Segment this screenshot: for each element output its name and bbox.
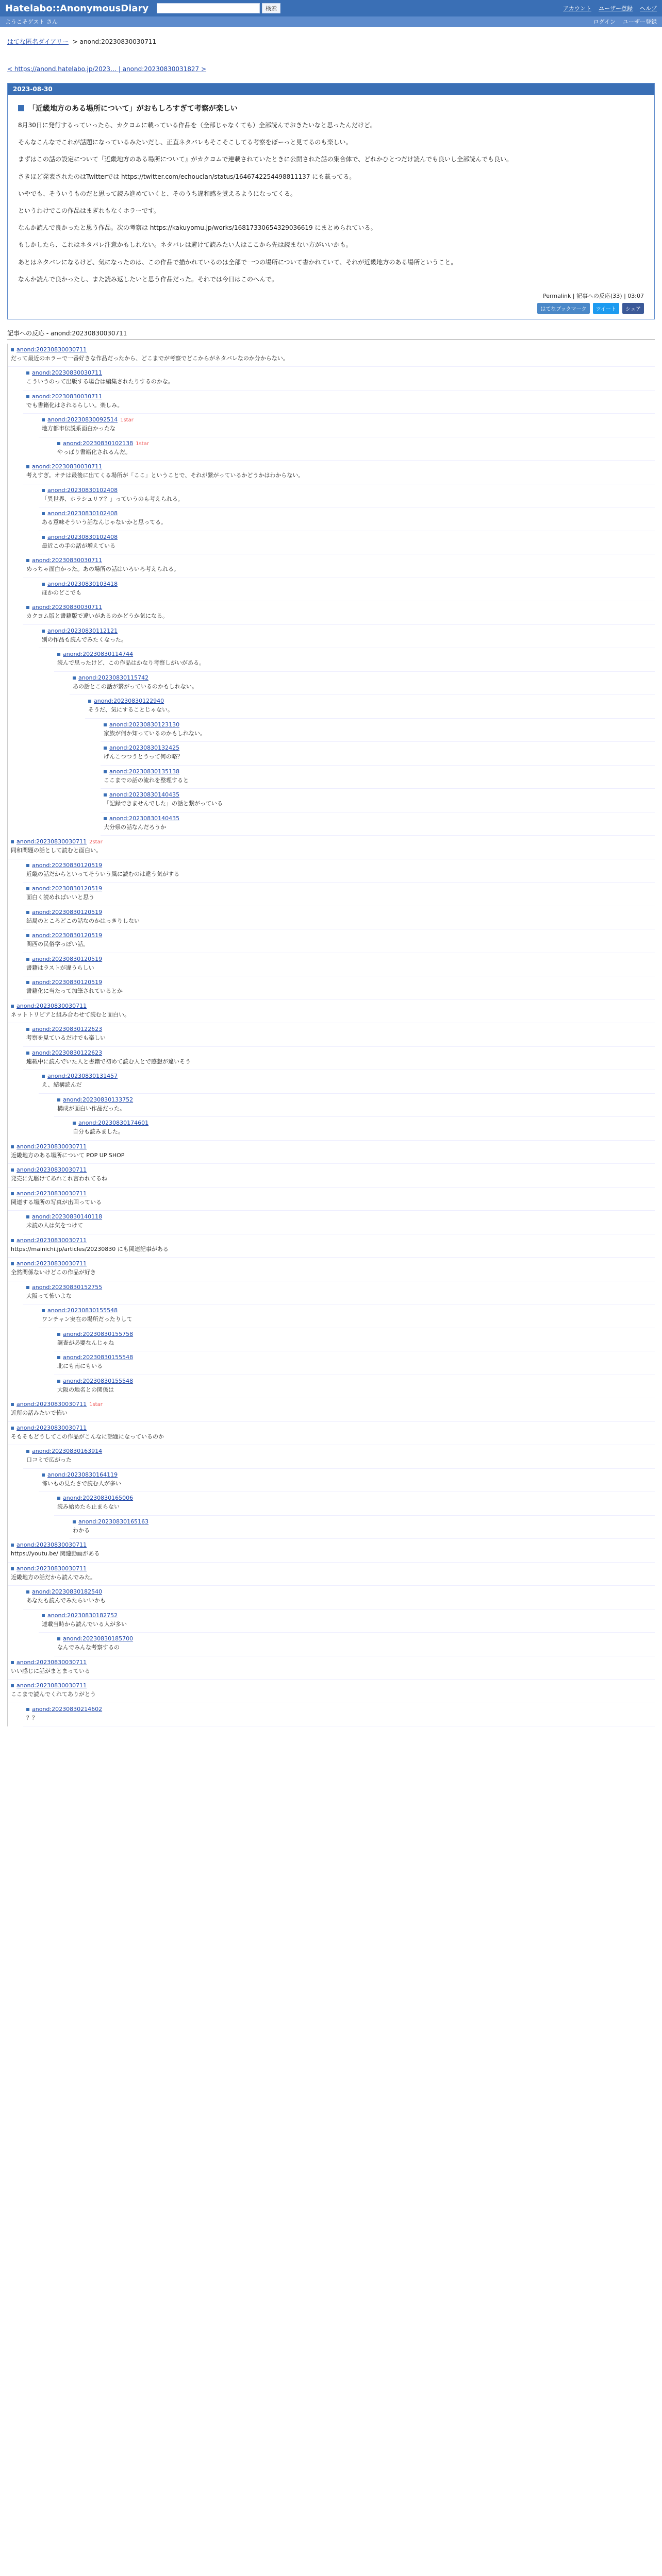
comment-text: げんこつつうとうって何の略？ [104,753,183,760]
comment-text: 近畿地方のある場所について POP UP SHOP [11,1151,125,1159]
comment-text: 読み始めたら止まらない [57,1503,120,1511]
comment-id-link[interactable]: anond:20230830164119 [47,1471,118,1478]
comment-id-link[interactable]: anond:20230830030711 [16,1190,87,1197]
comment-text: ？？ [26,1714,38,1721]
comment-item [8,1539,655,1563]
comment-item [23,1023,655,1047]
header-link-register[interactable]: ユーザー登録 [599,5,633,12]
bullet-icon [11,1427,14,1430]
bullet-icon [42,536,45,539]
comment-text: 地方都市伝説系面白かったな [42,425,115,432]
register-link[interactable]: ユーザー登録 [623,19,657,25]
comment-item [39,1609,655,1633]
comment-id-link[interactable]: anond:20230830140118 [32,1213,103,1221]
bullet-icon [11,840,14,843]
comment-id-link[interactable]: anond:20230830030711 [32,604,103,611]
comment-id-link[interactable]: anond:20230830030711 [16,1143,87,1150]
bullet-icon [42,1075,45,1078]
comment-id-link[interactable]: anond:20230830123130 [109,721,180,728]
comment-id-link[interactable]: anond:20230830030711 [32,557,103,564]
comment-item [8,1258,655,1281]
comment-text: 近畿地方の話だから読んでみた。 [11,1573,96,1581]
bullet-icon [57,653,60,656]
comment-id-link[interactable]: anond:20230830030711 [16,1401,87,1408]
bullet-icon [57,1497,60,1500]
comment-item [54,1633,655,1656]
comment-text: そもそもどうしてこの作品がこんなに話題になっているのか [11,1433,164,1440]
comment-id-link[interactable]: anond:20230830030711 [32,463,103,470]
breadcrumb-home[interactable]: はてな匿名ダイアリー [7,38,69,45]
star-badge: 2star [89,839,103,845]
bullet-icon [26,1215,29,1218]
comment-id-link[interactable]: anond:20230830030711 [32,369,103,377]
comment-item [101,766,655,789]
comment-item [101,719,655,742]
bullet-icon [11,1192,14,1195]
comment-id-link[interactable]: anond:20230830120519 [32,908,103,916]
share-buttons [18,303,644,314]
comment-id-link[interactable]: anond:20230830030711 [16,1682,87,1689]
star-badge: 1star [89,1402,103,1408]
comment-item [8,1188,655,1211]
comment-text: 連載中に読んでいた人と書籍で初めて読む人とで感想が違いそう [26,1058,191,1065]
comment-item [23,1281,655,1305]
comment-item [101,789,655,812]
comment-text: 「異世界、ホラシュリア？」っていうのも考えられる。 [42,495,184,502]
entry-title-text[interactable]: 「近畿地方のある場所について」がおもしろすぎて考察が楽しい [28,105,238,113]
comment-text: あなたも読んでみたらいいかも [26,1597,106,1604]
comment-item [39,1469,655,1493]
bullet-icon [42,1309,45,1312]
comment-text: カクヨム版と書籍版で違いがあるのかどうか気になる。 [26,613,168,620]
comment-id-link[interactable]: anond:20230830140435 [109,815,180,822]
comment-text: あの話とこの話が繋がっているのかもしれない。 [73,683,197,690]
comment-text: 結局のところどこの話なのかはっきりしない [26,917,140,924]
comment-text: 書籍はラストが違うらしい [26,964,94,971]
comment-text: ある意味そういう話なんじゃないかと思ってる。 [42,519,167,526]
breadcrumb-current: anond:20230830030711 [79,38,157,45]
comment-item [23,1445,655,1469]
bullet-icon [57,1356,60,1359]
comment-text: 近畿の話だからといってそういう風に読むのは違う気がする [26,870,179,877]
comment-item [23,859,655,883]
comment-item [39,578,655,602]
comment-id-link[interactable]: anond:20230830163914 [32,1448,103,1455]
comment-text: 考察を見ているだけでも楽しい [26,1035,106,1042]
login-link[interactable]: ログイン [593,19,616,25]
bullet-icon [57,442,60,445]
entry-paragraph: さきほど発表されたのはTwitterでは https://twitter.com/echouclan/status/1646742254498811137 にも載ってる。 [18,173,356,180]
bullet-icon [104,817,107,820]
comment-id-link[interactable]: anond:20230830030711 [16,1565,87,1572]
entry-paragraph: あとはネタバレになるけど、気になったのは、この作品で描かれているのは全部で一つの場所について書かれていて、それが近畿地方のある場所ということ。 [18,258,457,266]
comment-item [8,1398,655,1422]
comment-text: ほかのどこでも [42,589,81,596]
bullet-icon [42,630,45,633]
pager-links[interactable]: < https://anond.hatelabo.jp/2023… | anond:20230830031827 > [7,65,207,73]
header-link-account[interactable]: アカウント [563,5,591,12]
bullet-icon [73,1122,76,1125]
site-logo[interactable]: Hatelabo::AnonymousDiary [5,3,149,14]
comment-item [23,1211,655,1234]
comment-item [23,1047,655,1071]
comment-item [101,742,655,766]
comment-id-link[interactable]: anond:20230830140435 [109,791,180,799]
comment-text: 面白く読めればいいと思う [26,894,94,901]
comment-id-link[interactable]: anond:20230830122623 [32,1026,103,1033]
comment-id-link[interactable]: anond:20230830182540 [32,1588,103,1596]
comment-text: 構成が面白い作品だった。 [57,1105,125,1112]
comment-id-link[interactable]: anond:20230830102408 [47,533,118,540]
bullet-icon [26,864,29,867]
comment-item [54,1094,655,1117]
header-link-help[interactable]: ヘルプ [640,5,657,12]
bullet-icon [104,793,107,796]
comment-text: 「記録できませんでした」の話と繋がっている [104,800,223,807]
welcome-text: ようこそゲスト さん [5,19,58,25]
comment-id-link[interactable]: anond:20230830030711 [16,1541,87,1549]
comment-item [8,1680,655,1703]
comment-item [39,1304,655,1328]
bullet-icon [42,489,45,492]
comment-id-link[interactable]: anond:20230830155548 [63,1354,134,1361]
comment-thread [7,344,655,1727]
comment-item [23,601,655,625]
comment-text: ワンチャン実在の場所だったりして [42,1316,133,1323]
comment-item [54,1351,655,1375]
entry-paragraph: いやでも、そういうものだと思って読み進めていくと、そのうち違和感を覚えるようになってくる。 [18,190,297,197]
comment-item [8,1563,655,1586]
comment-item [8,1141,655,1164]
comment-item [85,695,655,719]
comment-id-link[interactable]: anond:20230830102408 [47,510,118,517]
comment-id-link[interactable]: anond:20230830030711 [16,1424,87,1431]
comment-item [54,1328,655,1352]
comment-item [23,976,655,1000]
comment-id-link[interactable]: anond:20230830165006 [63,1495,134,1502]
comment-item [23,906,655,930]
bullet-icon [26,1052,29,1055]
bullet-icon [104,723,107,726]
comment-id-link[interactable]: anond:20230830030711 [32,393,103,400]
comment-id-link[interactable]: anond:20230830133752 [63,1096,134,1103]
comment-item [8,1164,655,1188]
comment-text: 同和問題の話として読むと面白い。 [11,847,102,854]
comment-id-link[interactable]: anond:20230830030711 [16,1236,87,1244]
comment-text: だって最近のホラーで一番好きな作品だったから、どこまでが考察でどこからがネタバレなのか分からない。 [11,354,289,362]
comment-text: 別の作品も読んでみたくなった。 [42,636,127,643]
comment-item [23,883,655,906]
comment-id-link[interactable]: anond:20230830132425 [109,744,180,752]
comment-item [8,1000,655,1024]
bullet-icon [26,981,29,984]
comment-text: 調査が必要なんじゃね [57,1339,114,1346]
bullet-icon [11,1661,14,1664]
entry-paragraph: なんか読んで良かったと思う作品。次の考察は https://kakuyomu.jp/works/16817330654329036619 にまとめられている。 [18,224,377,232]
bullet-icon [26,1590,29,1594]
bullet-icon [73,676,76,680]
comment-item [8,1234,655,1258]
bullet-icon [26,958,29,961]
comment-text: 怖いもの見たさで読む人が多い [42,1480,121,1487]
comment-text: めっちゃ面白かった。あの場所の話はいろいろ考えられる。 [26,566,179,573]
search-input[interactable] [157,3,260,13]
comment-id-link[interactable]: anond:20230830182752 [47,1612,118,1619]
bullet-icon [42,1614,45,1617]
entry-paragraph: もしかしたら、これはネタバレ注意かもしれない。ネタバレは避けて読みたい人はここから先は読まない方がいいかも。 [18,241,352,249]
comment-text: 近所の話みたいで怖い [11,1410,68,1417]
bullet-icon [57,1380,60,1383]
comment-text: 関連する場所の写真が出回っている [11,1198,102,1206]
bullet-icon [26,1286,29,1289]
comment-text: https://youtu.be/ 関連動画がある [11,1550,100,1557]
comment-text: やっぱり書籍化されるんだ。 [57,448,131,455]
comment-text: 最近この手の話が増えている [42,542,115,549]
comment-id-link[interactable]: anond:20230830185700 [63,1635,134,1642]
comment-item [54,648,655,672]
entry-paragraph: 8月30日に発行するっていったら、カクヨムに載っている作品を（全部じゃなくても）全部読んでおきたいなと思ったんだけど。 [18,122,376,129]
comment-id-link[interactable]: anond:20230830102138 [63,439,134,447]
comment-item [23,1586,655,1609]
bullet-icon [11,1005,14,1008]
comment-item [23,929,655,953]
bullet-icon [11,1262,14,1265]
comment-text: https://mainichi.jp/articles/20230830 にも関連記事がある [11,1245,169,1252]
facebook-share-button[interactable]: シェア [622,303,644,314]
tweet-button[interactable]: ツイート [593,303,620,314]
bullet-icon [104,747,107,750]
bullet-icon [26,465,29,468]
bullet-icon [11,348,14,351]
bullet-icon [11,1544,14,1547]
comment-text: 関西の民俗学っぽい話。 [26,941,89,948]
comment-text: 大阪の地名との関係は [57,1386,114,1393]
bullet-icon [11,1239,14,1242]
comment-id-link[interactable]: anond:20230830102408 [47,486,118,494]
comment-item [70,1117,655,1141]
comment-id-link[interactable]: anond:20230830120519 [32,885,103,892]
hatena-bookmark-button[interactable]: はてなブックマーク [537,303,589,314]
comment-text: 連載当時から読んでいる人が多い [42,1620,127,1628]
entry-footer[interactable]: Permalink | 記事への反応(33) | 03:07 [543,292,644,299]
comment-id-link[interactable]: anond:20230830030711 [16,838,87,845]
entry-paragraph: そんなこんなでこれが話題になっているみたいだし、正直ネタバレもそこそこしてる考察をぼーっと見てるのも楽しい。 [18,139,352,146]
comment-item [39,1070,655,1094]
star-badge: 1star [136,440,149,447]
entry-pager[interactable] [7,65,655,73]
square-icon [18,105,24,111]
comment-item [101,812,655,836]
comment-item [39,507,655,531]
comment-text: そうだ、気にすることじゃない。 [88,706,173,714]
comment-text: 口コミで広がった [26,1456,72,1464]
header-links [563,4,657,12]
bullet-icon [88,700,91,703]
entry-paragraph: まずはこの話の設定について『近畿地方のある場所について』がカクヨムで連載されていたときに公開された話の集合体で、どれかひとつだけ読んでも良いし全部読んでも良い。 [18,156,513,163]
bullet-icon [26,911,29,914]
bullet-icon [42,583,45,586]
comment-item [39,625,655,649]
comment-text: 発売に先駆けてあれこれ言われてるね [11,1175,107,1182]
comment-text: 全然関係ないけどこの作品が好き [11,1269,96,1276]
comment-item [23,461,655,484]
comment-item [8,1422,655,1446]
comment-id-link[interactable]: anond:20230830092514 [47,416,118,423]
comment-id-link[interactable]: anond:20230830155758 [63,1330,134,1337]
comment-id-link[interactable]: anond:20230830030711 [16,1002,87,1009]
breadcrumb: はてな匿名ダイアリー > anond:20230830030711 [7,38,157,45]
comment-id-link[interactable]: anond:20230830120519 [32,932,103,939]
comment-id-link[interactable]: anond:20230830122940 [94,698,164,705]
comment-item [54,1492,655,1516]
comment-text: ここまでの話の流れを整理すると [104,776,189,784]
comment-id-link[interactable]: anond:20230830114744 [63,651,134,658]
star-badge: 1star [120,417,134,423]
comment-id-link[interactable]: anond:20230830112121 [47,627,118,634]
comment-item [23,953,655,977]
comment-id-link[interactable]: anond:20230830155548 [63,1377,134,1384]
bullet-icon [57,1637,60,1640]
comment-item [70,672,655,696]
entry-text [18,121,644,284]
bullet-icon [57,1333,60,1336]
comment-id-link[interactable]: anond:20230830120519 [32,979,103,986]
comment-text: わかる [73,1527,90,1534]
entry-paragraph: なんか読んで良かったし、また読み返したいと思う作品だった。それでは今日はこのへんで。 [18,275,278,283]
bullet-icon [42,418,45,421]
comment-text: 大阪って怖いよな [26,1292,72,1299]
comment-text: なんでみんな考察するの [57,1644,120,1651]
entry-paragraph: というわけでこの作品はまぎれもなくホラーです。 [18,207,160,214]
bullet-icon [11,1567,14,1570]
comment-item [8,836,655,859]
bullet-icon [11,1168,14,1172]
bullet-icon [26,887,29,890]
bullet-icon [26,371,29,375]
bullet-icon [26,1028,29,1031]
comment-text: こういうのって出版する場合は編集されたりするのかな。 [26,378,174,385]
comment-text: 読んで思ったけど、この作品はかなり考察しがいがある。 [57,659,205,667]
top-bar [0,0,662,16]
comment-id-link[interactable]: anond:20230830115742 [78,674,149,681]
comment-id-link[interactable]: anond:20230830120519 [32,861,103,869]
comment-id-link[interactable]: anond:20230830030711 [16,1166,87,1174]
bullet-icon [11,1403,14,1406]
entry-date: 2023-08-30 [8,83,654,95]
diary-entry [7,83,655,319]
comment-item [39,414,655,437]
comment-id-link[interactable]: anond:20230830030711 [16,1260,87,1267]
comment-id-link[interactable]: anond:20230830135138 [109,768,180,775]
bullet-icon [26,1708,29,1711]
comment-text: いい感じに話がまとまっている [11,1667,90,1674]
comment-item [54,1375,655,1399]
comment-item [8,1656,655,1680]
comment-item [23,554,655,578]
comment-text: 大分県の話なんだろうか [104,823,166,831]
comment-text: 自分も読みました。 [73,1128,124,1136]
comment-text: 北にも南にもいる [57,1363,103,1370]
comment-text: 未読の人は気をつけて [26,1222,83,1229]
bullet-icon [26,934,29,937]
comment-item [39,484,655,508]
comment-item [54,437,655,461]
comment-text: 家族が何か知っているのかもしれない。 [104,730,206,737]
bullet-icon [42,512,45,515]
comment-item [23,391,655,414]
comment-item [8,344,655,367]
comment-text: ネットトリビアと組み合わせて読むと面白い。 [11,1011,130,1018]
comment-id-link[interactable]: anond:20230830030711 [16,1658,87,1666]
bullet-icon [26,1450,29,1453]
bullet-icon [26,606,29,609]
bullet-icon [26,559,29,562]
comment-id-link[interactable]: anond:20230830155548 [47,1307,118,1314]
comment-text: 書籍化に当たって加筆されているとか [26,988,123,995]
comment-text: ここまで読んでくれてありがとう [11,1691,96,1698]
comment-id-link[interactable]: anond:20230830165163 [78,1518,149,1525]
bullet-icon [42,1473,45,1477]
bullet-icon [57,1098,60,1101]
sub-bar [0,16,662,27]
comment-id-link[interactable]: anond:20230830030711 [16,346,87,353]
comment-id-link[interactable]: anond:20230830214602 [32,1705,103,1713]
comment-text: でも書籍化はされるらしい。楽しみ。 [26,401,123,409]
comment-id-link[interactable]: anond:20230830120519 [32,955,103,962]
comment-item [70,1516,655,1539]
bullet-icon [104,770,107,773]
comment-item [39,531,655,555]
comment-id-link[interactable]: anond:20230830152755 [32,1283,103,1291]
comment-text: え、結構読んだ [42,1081,82,1089]
comment-id-link[interactable]: anond:20230830122623 [32,1049,103,1056]
bullet-icon [73,1520,76,1523]
comment-id-link[interactable]: anond:20230830103418 [47,580,118,587]
comment-id-link[interactable]: anond:20230830131457 [47,1073,118,1080]
bullet-icon [26,395,29,398]
bullet-icon [11,1684,14,1687]
entry-title[interactable] [18,103,644,113]
bullet-icon [11,1145,14,1148]
reactions-header: 記事への反応 - anond:20230830030711 [7,329,655,340]
comment-item [23,367,655,391]
comment-id-link[interactable]: anond:20230830174601 [78,1120,149,1127]
search-button[interactable]: 検索 [262,3,280,13]
comment-item [23,1703,655,1727]
comment-text: 考えすぎ。オチは最後に出てくる場所が「ここ」ということで、それが繋がっているかどうかはわからない。 [26,472,304,479]
